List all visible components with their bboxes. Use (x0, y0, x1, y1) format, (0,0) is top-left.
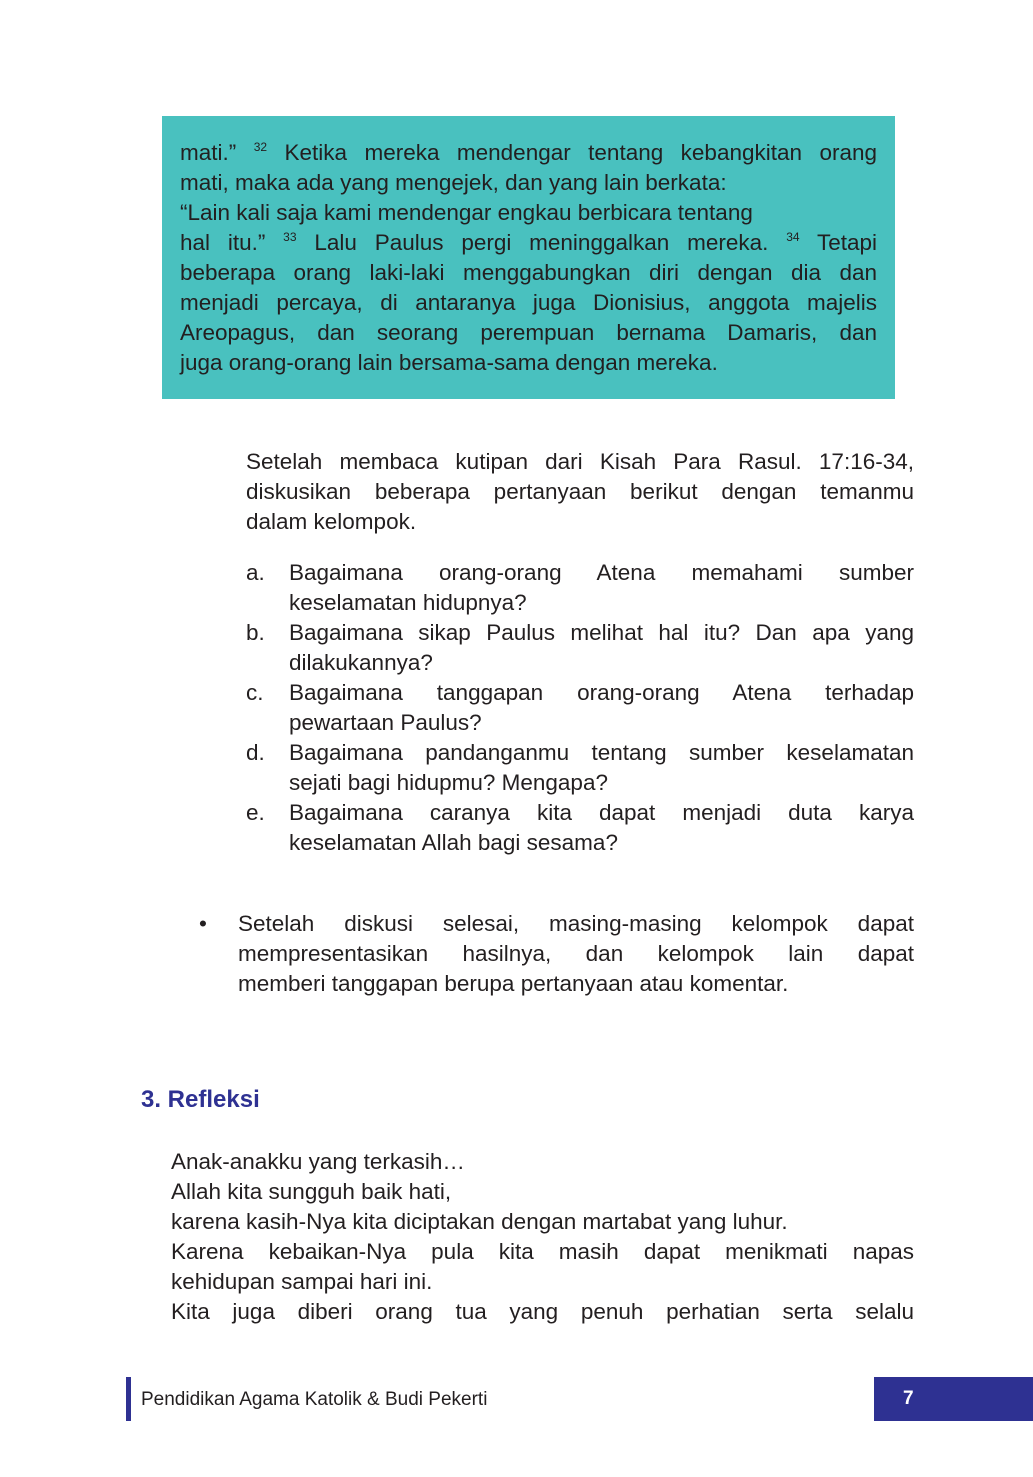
reflection-text (171, 1147, 914, 1327)
reflection-line: Anak-anakku yang terkasih… (171, 1149, 465, 1174)
quote-line: mati.” $^{32}$ Ketika mereka mendengar tentang kebangkitan orang (180, 140, 877, 165)
question-text: pewartaan Paulus? (289, 710, 482, 735)
reflection-line: Kita juga diberi orang tua yang penuh perhatian serta selalu (171, 1299, 914, 1324)
reflection-line: karena kasih-Nya kita diciptakan dengan martabat yang luhur. (171, 1209, 788, 1234)
question-letter: b. (246, 620, 265, 645)
scripture-quote-box (162, 116, 895, 399)
verse-number: 32 (253, 140, 268, 154)
quote-line: mati, maka ada yang mengejek, dan yang lain berkata: (180, 170, 727, 195)
page-number-box (874, 1377, 1033, 1421)
verse-number: 33 (283, 230, 297, 244)
question-letter: d. (246, 740, 265, 765)
bullet-line: mempresentasikan hasilnya, dan kelompok lain dapat (238, 941, 914, 966)
bullet-item (199, 909, 914, 999)
question-text: sejati bagi hidupmu? Mengapa? (289, 770, 608, 795)
verse-number: 34 (786, 230, 800, 244)
intro-line: dalam kelompok. (246, 509, 417, 534)
quote-line: beberapa orang laki-laki menggabungkan diri dengan dia dan (180, 260, 877, 285)
question-letter: c. (246, 680, 264, 705)
question-text: keselamatan Allah bagi sesama? (289, 830, 618, 855)
question-text: Bagaimana sikap Paulus melihat hal itu? Dan apa yang (289, 620, 914, 645)
quote-line: juga orang-orang lain bersama-sama dengan mereka. (180, 350, 718, 375)
quote-line: “Lain kali saja kami mendengar engkau berbicara tentang (180, 200, 753, 225)
section-heading: 3. Refleksi (141, 1086, 260, 1113)
footer-accent-bar (126, 1377, 131, 1421)
quote-line: menjadi percaya, di antaranya juga Dionisius, anggota majelis (180, 290, 877, 315)
intro-line: diskusikan beberapa pertanyaan berikut dengan temanmu (246, 479, 914, 504)
question-letter: a. (246, 560, 265, 585)
reflection-line: Allah kita sungguh baik hati, (171, 1179, 452, 1204)
question-text: Bagaimana caranya kita dapat menjadi duta karya (289, 800, 914, 825)
question-item (246, 798, 914, 858)
question-text: Bagaimana orang-orang Atena memahami sumber (289, 560, 914, 585)
footer-book-title: Pendidikan Agama Katolik & Budi Pekerti (141, 1389, 488, 1410)
reflection-line: Karena kebaikan-Nya pula kita masih dapat menikmati napas (171, 1239, 914, 1264)
page-number: 7 (903, 1388, 914, 1409)
quote-line: hal itu.” $^{33}$ Lalu Paulus pergi meninggalkan mereka. $^{34}$ Tetapi (180, 230, 877, 255)
bullet-line: Setelah diskusi selesai, masing-masing kelompok dapat (238, 911, 914, 936)
reflection-line: kehidupan sampai hari ini. (171, 1269, 433, 1294)
question-text: Bagaimana tanggapan orang-orang Atena terhadap (289, 680, 914, 705)
question-text: keselamatan hidupnya? (289, 590, 527, 615)
question-item (246, 618, 914, 678)
question-letter: e. (246, 800, 265, 825)
question-item (246, 738, 914, 798)
question-text: dilakukannya? (289, 650, 433, 675)
bullet-line: memberi tanggapan berupa pertanyaan atau komentar. (238, 971, 789, 996)
question-item (246, 678, 914, 738)
intro-line: Setelah membaca kutipan dari Kisah Para Rasul. 17:16-34, (246, 449, 914, 474)
quote-line: Areopagus, dan seorang perempuan bernama Damaris, dan (180, 320, 877, 345)
bullet-icon: • (199, 911, 207, 936)
question-item (246, 558, 914, 618)
question-text: Bagaimana pandanganmu tentang sumber keselamatan (289, 740, 914, 765)
discussion-intro (246, 447, 914, 537)
question-list (246, 558, 914, 858)
